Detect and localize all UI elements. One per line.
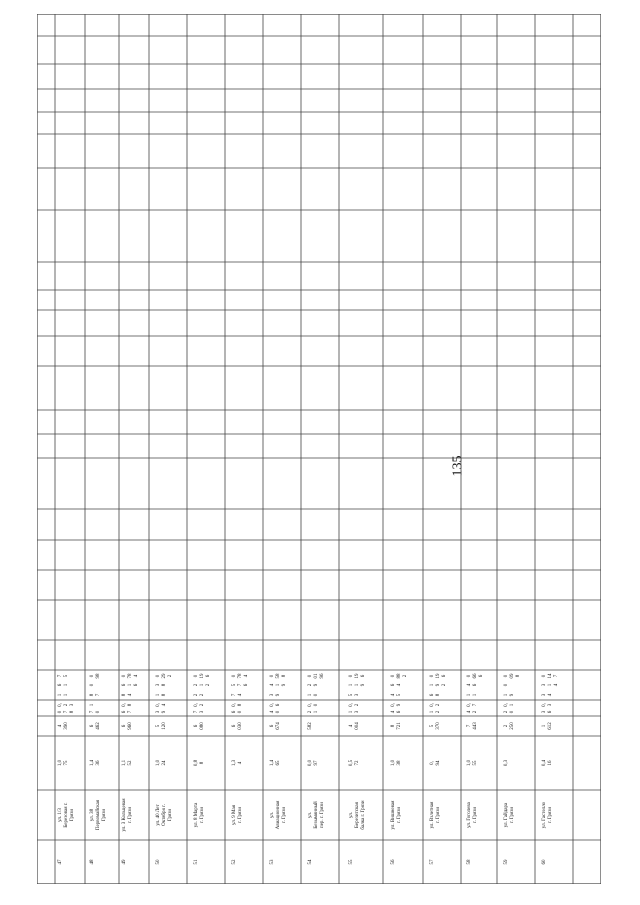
cell-c7: 1 1 <box>58 693 69 696</box>
cell-c5: 0 01 96 <box>308 673 325 679</box>
cell-no: 60 <box>542 859 547 865</box>
cell-address: ул. Взлетная г. Грязи <box>430 801 441 829</box>
cell-c6: 4 6 <box>467 683 478 687</box>
cell-no: 48 <box>90 859 95 865</box>
cell-address: ул. Березитская балка г. Грязи <box>349 800 366 830</box>
cell-no: 55 <box>349 859 354 865</box>
cell-c3: 0, 2 <box>349 702 360 707</box>
cell-c5: 0 19 6 <box>349 673 366 679</box>
cell-no: 59 <box>504 859 509 865</box>
cell-c6: 5 7 6 <box>232 683 249 687</box>
cell-c2: 4 004 <box>349 722 360 730</box>
cell-address: ул. 40 Лет Октября г. Грязи <box>156 804 173 826</box>
cell-c7: 2 2 <box>194 693 205 696</box>
cell-c5: 0 66 6 <box>467 673 484 679</box>
cell-c6: 1 1 9 <box>349 683 366 687</box>
cell-c5: 0 78 4 <box>232 673 249 679</box>
cell-no: 51 <box>194 859 199 865</box>
cell-c5: 0 98 <box>90 673 101 679</box>
cell-address: ул. Гастелло г. Грязи <box>542 801 553 829</box>
cell-c4: 1 3 <box>349 710 360 714</box>
cell-c4: 4 2 <box>467 710 478 714</box>
cell-address: ул. 38 Первомайская Грязи <box>90 799 107 831</box>
cell-c6: 6 1 6 <box>122 683 139 687</box>
cell-c7: 3 4 <box>542 693 553 696</box>
cell-c7: 8 7 <box>90 693 101 696</box>
cell-c7: 8 4 <box>122 693 133 696</box>
cell-c5: 0 58 8 <box>270 673 287 679</box>
cell-c7: 1 1 <box>467 693 478 696</box>
cell-c7: 1 0 <box>308 693 319 696</box>
cell-c2: 582 <box>308 722 313 730</box>
cell-c4: 3 6 <box>542 710 553 714</box>
cell-address: ул. Безымянный пер. г. Грязи <box>308 801 325 829</box>
cell-c6: 2 1 2 <box>194 683 211 687</box>
cell-c2: 6 462 <box>90 722 101 730</box>
cell-c7: 7 4 <box>232 693 243 696</box>
cell-c5: 0 19 6 <box>194 673 211 679</box>
cell-no: 49 <box>122 859 127 865</box>
cell-c6: 3 1 4 <box>542 683 559 687</box>
cell-c1: 1,3 4 <box>232 759 243 767</box>
cell-c3: 0, 4 <box>156 702 167 707</box>
cell-address: ул. 1/3 Березовая г. Грязи <box>58 802 75 828</box>
cell-c4: 2 1 <box>308 710 319 714</box>
cell-no: 58 <box>467 859 472 865</box>
cell-c1: 1,0 75 <box>58 759 69 767</box>
cell-c1: 1,0 55 <box>467 759 478 767</box>
cell-c1: 0,0 97 <box>308 759 319 767</box>
cell-c2: 7 443 <box>467 722 478 730</box>
cell-c4: 3 9 <box>156 710 167 714</box>
rotated-table <box>37 14 601 884</box>
cell-c6: 6 1 <box>58 683 69 687</box>
cell-c7: 1 8 <box>156 693 167 696</box>
cell-c3: 0, 2 <box>430 702 441 707</box>
cell-c4: 2 0 <box>504 710 515 714</box>
cell-no: 53 <box>270 859 275 865</box>
cell-no: 47 <box>58 859 63 865</box>
cell-c3: 0, 3 <box>542 702 553 707</box>
cell-c3: 0, 2 3 <box>58 702 75 707</box>
cell-c5: 0 19 6 <box>430 673 447 679</box>
cell-address: ул. Вишневая г. Грязи <box>391 800 402 830</box>
cell-c3: 0, 8 <box>232 702 243 707</box>
cell-c1: 1,0 38 <box>391 759 402 767</box>
cell-c2: 5 120 <box>156 722 167 730</box>
cell-c4: 0 7 8 <box>58 710 75 714</box>
cell-c7: 5 3 <box>349 693 360 696</box>
cell-c4: 4 6 <box>391 710 402 714</box>
cell-address: ул. 3 Кольцевая г. Грязи <box>122 798 133 832</box>
cell-c6: 1 9 2 <box>430 683 447 687</box>
cell-c2: 4 390 <box>58 722 69 730</box>
cell-c1: 1,1 52 <box>122 759 133 767</box>
cell-c1: 1,0 24 <box>156 759 167 767</box>
cell-c4: 1 2 <box>430 710 441 714</box>
cell-c6: 4 1 9 <box>270 683 287 687</box>
cell-address: ул. Авиационная г. Грязи <box>270 800 287 830</box>
cell-c1: 0, 94 <box>430 760 441 766</box>
cell-c4: 7 0 <box>90 710 101 714</box>
cell-c4: 6 0 <box>232 710 243 714</box>
cell-c2: 6 080 <box>194 722 205 730</box>
cell-c2: 5 370 <box>430 722 441 730</box>
cell-c1: 0,3 <box>504 759 509 767</box>
page-number: 135 <box>450 455 466 477</box>
cell-c2: 6 674 <box>270 722 281 730</box>
cell-c5: 0 29 2 <box>156 673 173 679</box>
cell-c3: 0, 1 <box>504 702 515 707</box>
cell-address: ул. Гайдара г. Грязи <box>504 802 515 828</box>
cell-c7: 6 8 <box>430 693 441 696</box>
cell-c3: 0, 2 <box>194 702 205 707</box>
cell-c5: 0 88 2 <box>391 673 408 679</box>
cell-address: ул. 8 Марта г. Грязи <box>194 802 205 828</box>
cell-c2: 8 721 <box>391 722 402 730</box>
cell-c1: 0,4 16 <box>542 759 553 767</box>
cell-c7: 1 9 <box>504 693 515 696</box>
cell-address: ул. Гоголева г. Грязи <box>467 802 478 828</box>
cell-c2: 2 250 <box>504 722 515 730</box>
cell-c5: 0 14 7 <box>542 673 559 679</box>
cell-c3: 0, 9 <box>391 702 402 707</box>
cell-c5: 0 78 4 <box>122 673 139 679</box>
cell-c5: 0 09 8 <box>504 673 521 679</box>
cell-address: ул. 9 Мая г. Грязи <box>232 805 243 825</box>
cell-c6: 6 4 <box>391 683 402 687</box>
cell-c6: 0 <box>504 683 509 687</box>
cell-c3: 0, 6 <box>270 702 281 707</box>
cell-no: 56 <box>391 859 396 865</box>
cell-no: 52 <box>232 859 237 865</box>
cell-no: 54 <box>308 859 313 865</box>
cell-c1: 0,8 8 <box>194 759 205 767</box>
cell-no: 50 <box>156 859 161 865</box>
cell-c1: 0,5 72 <box>349 759 360 767</box>
cell-c4: 4 0 <box>270 710 281 714</box>
cell-c6: 0 <box>90 683 95 687</box>
cell-c3: 1 <box>90 703 95 707</box>
cell-c3: 0, 0 <box>308 702 319 707</box>
cell-c7: 3 9 <box>270 693 281 696</box>
cell-c1: 1,4 36 <box>90 759 101 767</box>
cell-c1: 1,4 65 <box>270 759 281 767</box>
cell-c6: 2 9 <box>308 683 319 687</box>
cell-c2: 6 960 <box>122 722 133 730</box>
cell-no: 57 <box>430 859 435 865</box>
cell-c2: 6 030 <box>232 722 243 730</box>
cell-c4: 6 7 <box>122 710 133 714</box>
cell-c7: 4 5 <box>391 693 402 696</box>
cell-c3: 0, 7 <box>467 702 478 707</box>
cell-c5: 7 5 <box>58 674 69 678</box>
cell-c4: 7 3 <box>194 710 205 714</box>
cell-c2: 1 612 <box>542 722 553 730</box>
cell-c6: 3 8 <box>156 683 167 687</box>
cell-c3: 0, 8 <box>122 702 133 707</box>
